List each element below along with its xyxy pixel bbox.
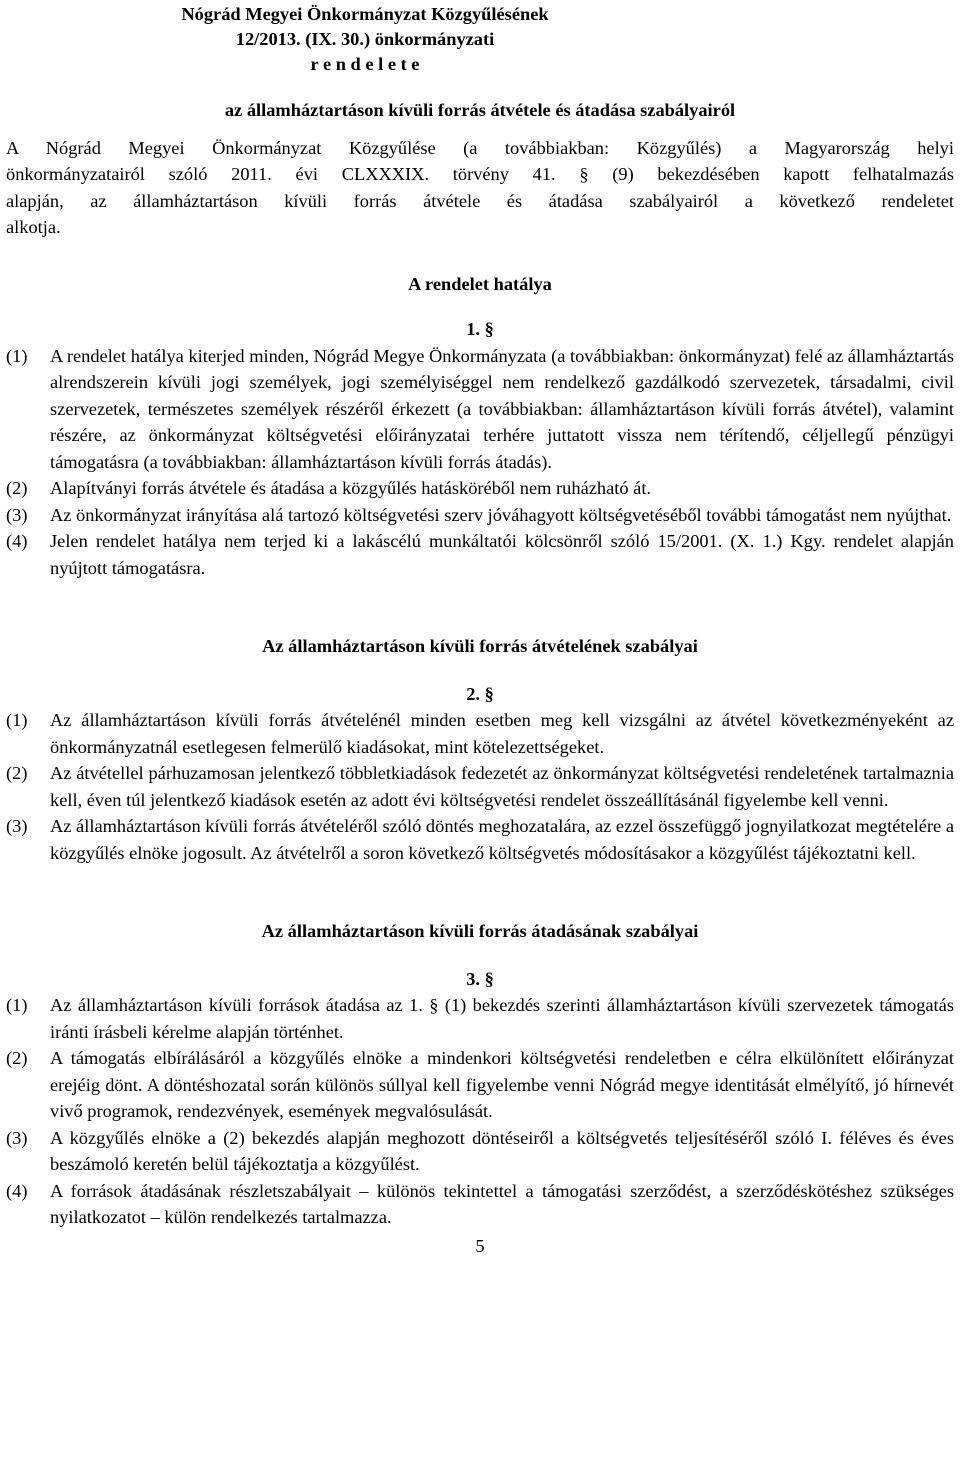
paragraph: [6, 1178, 954, 1231]
section-heading: Az államháztartáson kívüli forrás átadásának szabályai: [261, 921, 699, 941]
paragraph: [6, 343, 954, 476]
header-type: r e n d e l e t e: [310, 54, 420, 74]
paragraph-text: A rendelet hatálya kiterjed minden, Nógrád Megye Önkormányzata (a továbbiakban: önkormányzat) felé az államháztartás alrendszerein kívüli jogi személyek, jogi személyiséggel nem rendelkező gazdálkodó szervezetek, társadalmi, civil szervezetek, természetes személyek részéről érkezett (a továbbiakban: államháztartáson kívüli forrás átvétel), valamint részére, az önkormányzat költségvetési előirányzatai terhére juttatott vissza nem térítendő, céljellegű pénzügyi támogatásra (a továbbiakban: államháztartáson kívüli forrás átadás).: [50, 345, 954, 472]
paragraph-text: A támogatás elbírálásáról a közgyűlés elnöke a mindenkori költségvetési rendeletben e célra elkülönített előirányzat erejéig dönt. A döntéshozatal során különös súllyal kell figyelembe venni Nógrád megye identitását elmélyítő, jó hírnevét vivő programok, rendezvények, események megvalósulását.: [50, 1048, 954, 1121]
paragraph-number: (1): [6, 710, 28, 730]
preamble-line: önkormányzatairól szóló 2011. évi CLXXXIX. törvény 41. § (9) bekezdésében kapott felhatalmazás: [6, 164, 954, 184]
section-number: 2. §: [466, 683, 494, 704]
section-heading: Az államháztartáson kívüli forrás átvételének szabályai: [262, 636, 698, 656]
paragraph-number: (2): [6, 478, 28, 498]
preamble: [6, 135, 954, 241]
paragraph: [6, 1045, 954, 1125]
paragraph-text: Az önkormányzat irányítása alá tartozó költségvetési szerv jóváhagyott költségvetéséből további támogatást nem nyújthat.: [50, 504, 952, 525]
document-page: [6, 0, 954, 1259]
paragraph-number: (1): [6, 345, 28, 366]
paragraph-number: (3): [6, 1127, 28, 1148]
paragraph: [6, 1125, 954, 1178]
paragraph: [6, 760, 954, 813]
paragraph: [6, 528, 954, 581]
preamble-line: alapján, az államháztartáson kívüli forrás átvétele és átadása szabályairól a következő rendeletet: [6, 190, 954, 211]
paragraph-number: (2): [6, 763, 28, 783]
paragraph-text: Az államháztartáson kívüli forrás átvételéről szóló döntés meghozatalára, az ezzel összefüggő jognyilatkozat megtételére a közgyűlés elnöke jogosult. Az átvételről a soron következő költségvetés módosításakor a közgyűlést tájékoztatni kell.: [50, 816, 954, 863]
paragraph-number: (3): [6, 816, 28, 836]
header-issuer: Nógrád Megyei Önkormányzat Közgyűlésének: [181, 4, 549, 24]
paragraph: [6, 502, 954, 529]
document-subject: az államháztartáson kívüli forrás átvétele és átadása szabályairól: [224, 100, 736, 120]
page-number: 5: [475, 1235, 485, 1256]
paragraph-number: (4): [6, 531, 28, 551]
paragraph-text: Az államháztartáson kívüli források átadása az 1. § (1) bekezdés szerinti államháztartáson kívüli szervezetek támogatás iránti írásbeli kérelme alapján történhet.: [50, 995, 954, 1042]
section-number: 1. §: [466, 319, 494, 339]
paragraph-text: A közgyűlés elnöke a (2) bekezdés alapján meghozott döntéseiről a költségvetés teljesítéséről szóló I. féléves és éves beszámoló keretén belül tájékoztatja a közgyűlést.: [50, 1127, 954, 1174]
paragraph: [6, 813, 954, 866]
paragraph-number: (2): [6, 1048, 28, 1068]
section-number: 3. §: [466, 968, 494, 989]
preamble-line: alkotja.: [6, 217, 61, 237]
paragraph-text: A források átadásának részletszabályait – különös tekintettel a támogatási szerződést, a szerződéskötéshez szükséges nyilatkozatot – külön rendelkezés tartalmazza.: [50, 1180, 954, 1227]
paragraph-number: (4): [6, 1180, 28, 1201]
paragraph: [6, 992, 954, 1045]
section-heading: A rendelet hatálya: [408, 273, 552, 294]
preamble-line: A Nógrád Megyei Önkormányzat Közgyűlése (a továbbiakban: Közgyűlés) a Magyarország helyi: [6, 137, 954, 158]
paragraph: [6, 707, 954, 760]
paragraph-text: Alapítványi forrás átvétele és átadása a közgyűlés hatásköréből nem ruházható át.: [50, 478, 652, 498]
document-header: [6, 2, 954, 77]
header-number: 12/2013. (IX. 30.) önkormányzati: [235, 29, 495, 49]
paragraph: [6, 475, 954, 502]
paragraph-text: Az államháztartáson kívüli forrás átvételénél minden esetben meg kell vizsgálni az átvétel következményeként az önkormányzatnál esetlegesen felmerülő kiadásokat, mint kötelezettségeket.: [50, 710, 954, 757]
paragraph-text: Jelen rendelet hatálya nem terjed ki a lakáscélú munkáltatói kölcsönről szóló 15/2001. (X. 1.) Kgy. rendelet alapján nyújtott támogatásra.: [50, 531, 954, 578]
paragraph-number: (3): [6, 504, 28, 525]
paragraph-number: (1): [6, 995, 28, 1015]
paragraph-text: Az átvétellel párhuzamosan jelentkező többletkiadások fedezetét az önkormányzat költségvetési rendeletének tartalmaznia kell, éven túl jelentkező kiadások esetén az adott évi költségvetési rendelet összeállításánál figyelembe kell venni.: [50, 763, 954, 810]
